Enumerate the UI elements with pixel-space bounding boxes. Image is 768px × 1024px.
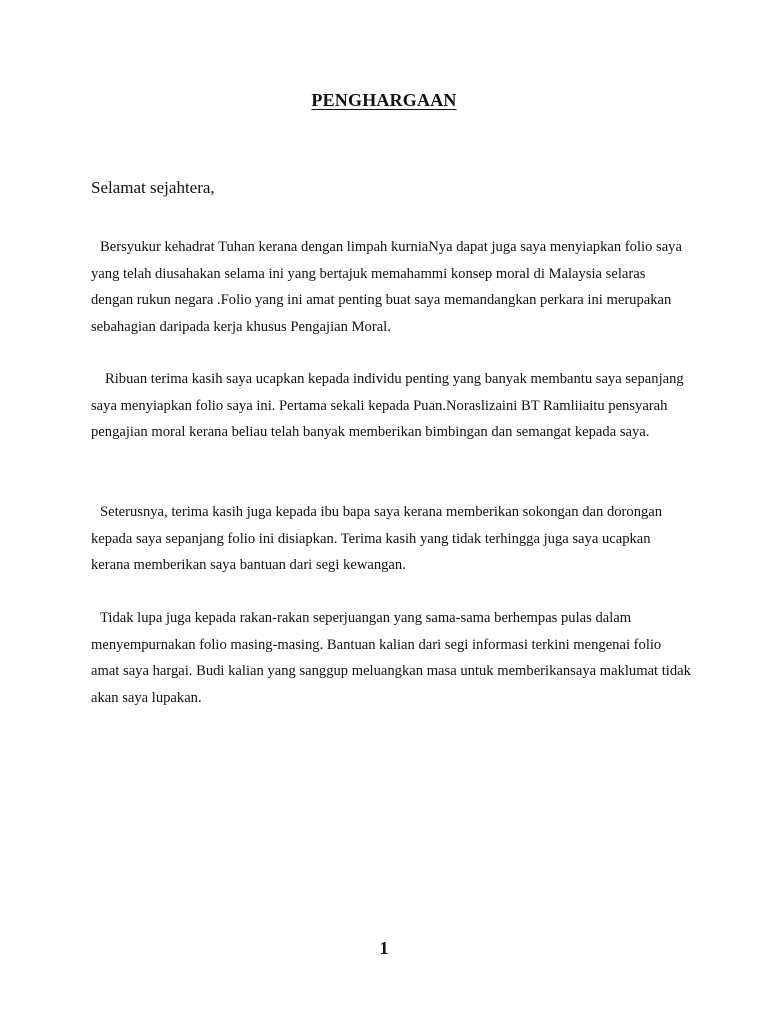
page-title: PENGHARGAAN (311, 90, 457, 110)
paragraph-4: Tidak lupa juga kepada rakan-rakan seperjuangan yang sama-sama berhempas pulas dalam menyempurnakan folio masing-masing. Bantuan kalian dari segi informasi terkini mengenai folio amat saya hargai. Budi kalian yang sanggup meluangkan masa untuk memberikansaya maklumat tidak akan saya lupakan. (91, 610, 691, 706)
page-number: 1 (379, 938, 389, 958)
paragraph-2: Ribuan terima kasih saya ucapkan kepada individu penting yang banyak membantu saya sepanjang saya menyiapkan folio saya ini. Pertama sekali kepada Puan.Noraslizaini BT Ramliiaitu pensyarah pengajian moral kerana beliau telah banyak memberikan bimbingan dan semangat kepada saya. (91, 371, 684, 440)
paragraph-3: Seterusnya, terima kasih juga kepada ibu bapa saya kerana memberikan sokongan dan dorongan kepada saya sepanjang folio ini disiapkan. Terima kasih yang tidak terhingga juga saya ucapkan kerana memberikan saya bantuan dari segi kewangan. (91, 504, 663, 573)
paragraph-1: Bersyukur kehadrat Tuhan kerana dengan limpah kurniaNya dapat juga saya menyiapkan folio saya yang telah diusahakan selama ini yang bertajuk memahammi konsep moral di Malaysia selaras dengan rukun negara .Folio yang ini amat penting buat saya memandangkan perkara ini merupakan sebahagian daripada kerja khusus Pengajian Moral. (91, 239, 682, 335)
greeting-text: Selamat sejahtera, (91, 178, 215, 197)
